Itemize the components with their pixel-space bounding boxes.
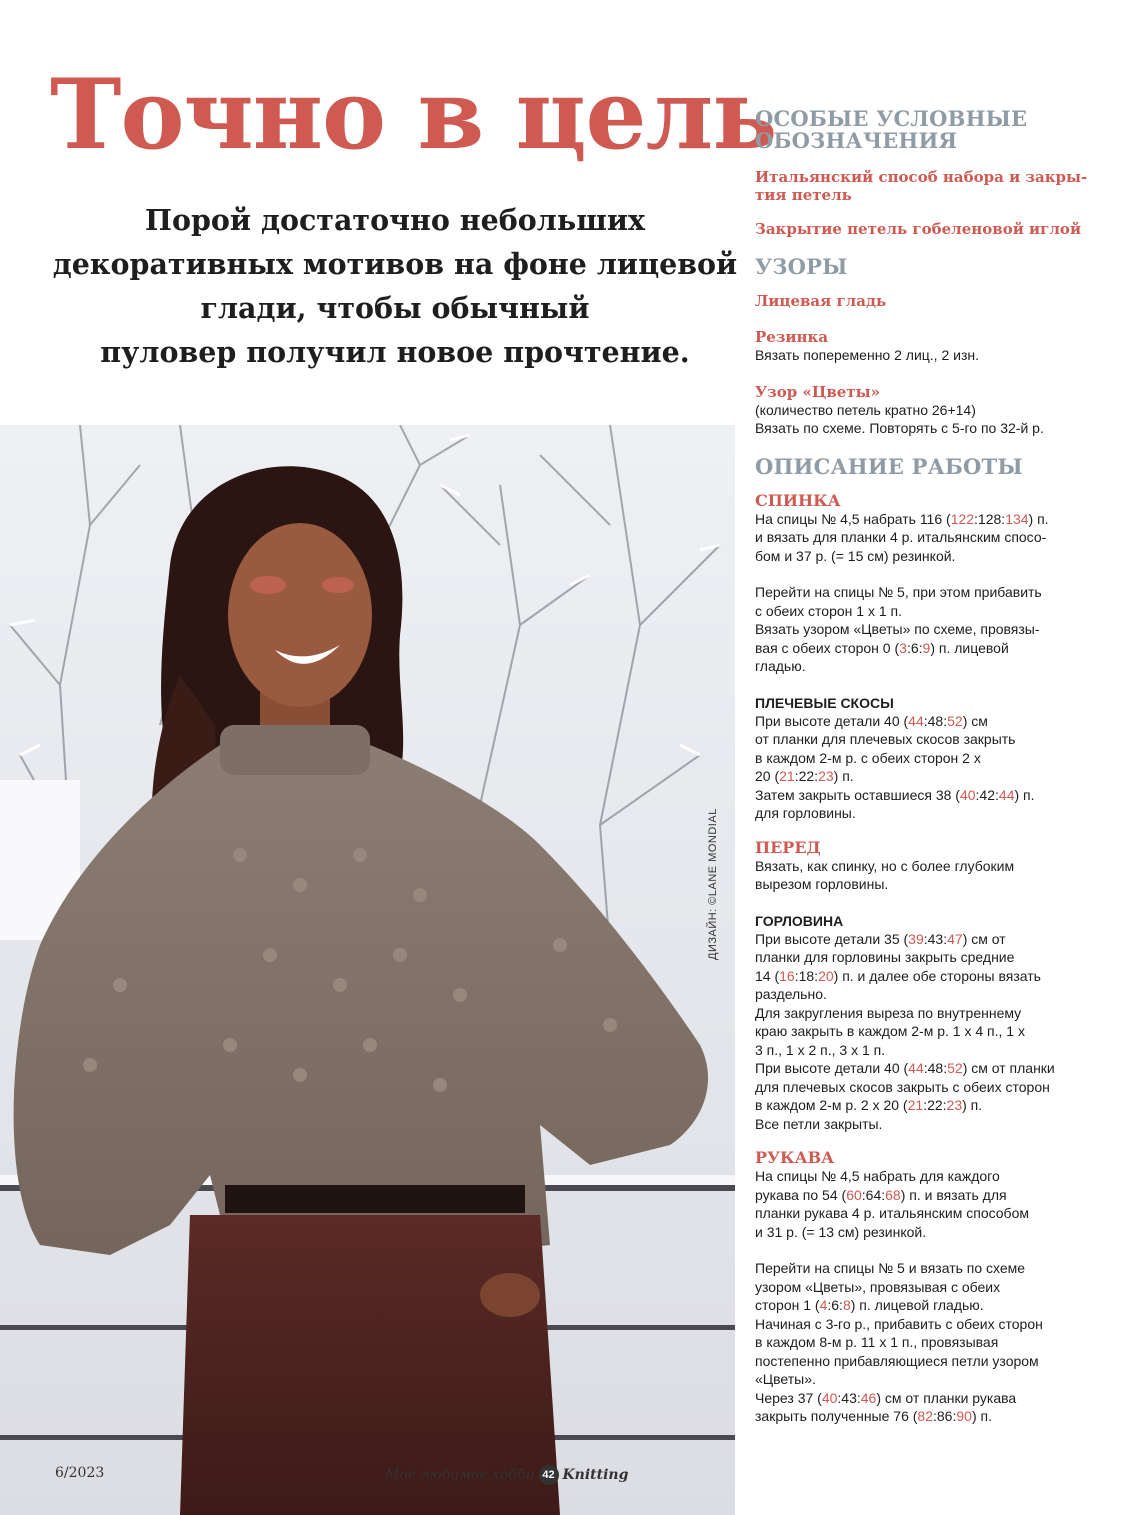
back-text: На спицы № 4,5 набрать 116 (122:128:134) п. и вязать для планки 4 р. итальянским спосо- бом и 37 р. (= 15 см) резинкой. bbox=[755, 510, 1049, 564]
magazine-brand: Knitting bbox=[562, 1467, 629, 1483]
lead-line: пуловер получил новое прочтение. bbox=[100, 335, 690, 369]
special-item: Итальянский способ набора и закры- тия петель bbox=[755, 168, 1088, 204]
pattern-flowers-title: Узор «Цветы» bbox=[755, 382, 881, 401]
magazine-footer bbox=[385, 1465, 628, 1485]
front-text: Вязать, как спинку, но с более глубоким вырезом горловины. bbox=[755, 857, 1015, 892]
sleeves-title: РУКАВА bbox=[755, 1148, 835, 1167]
pattern-flowers-text: Вязать по схеме. Повторять с 5-го по 32-й р. bbox=[755, 420, 1044, 436]
patterns-heading: УЗОРЫ bbox=[755, 254, 848, 279]
issue-number: 6/2023 bbox=[55, 1465, 105, 1481]
photo-credit: ДИЗАЙН: ©LANE MONDIAL bbox=[707, 808, 719, 960]
work-heading: ОПИСАНИЕ РАБОТЫ bbox=[755, 453, 1023, 479]
pattern-flowers-text: (количество петель кратно 26+14) bbox=[755, 401, 976, 418]
photo-illustration bbox=[0, 425, 735, 1515]
shoulders-text: При высоте детали 40 (44:48:52) см от планки для плечевых скосов закрыть в каждом 2-м р. с обеих сторон 2 х 20 (21:22:23) п. Затем закрыть оставшиеся 38 (40:42:44) п. для горловины. bbox=[755, 712, 1035, 821]
sleeves-text: Перейти на спицы № 5 и вязать по схеме узором «Цветы», провязывая с обеих сторон 1 (4:6:8) п. лицевой гладью. Начиная с 3-го р., прибавить с обеих сторон в каждом 8-м р. 11 х 1 п., провязывая постепенно прибавляющиеся петли узором «Цветы». Через 37 (40:43:46) см от планки рукава закрыть полученные 76 (82:86:90) п. bbox=[755, 1260, 1043, 1424]
sweater-photo bbox=[0, 425, 735, 1515]
neck-text: При высоте детали 35 (39:43:47) см от планки для горловины закрыть средние 14 (16:18:20) п. и далее обе стороны вязать раздельно. Для закругления выреза по внутреннему краю закрыть в каждом 2-м р. 1 х 4 п., 1 х 3 п., 1 х 2 п., 3 х 1 п. При высоте детали 40 (44:48:52) см от планки для плечевых скосов закрыть с обеих сторон в каждом 2-м р. 2 х 20 (21:22:23) п. Все петли закрыты. bbox=[755, 930, 1055, 1132]
page-number: 42 bbox=[539, 1465, 559, 1485]
lead-line: Порой достаточно небольших bbox=[145, 203, 645, 237]
neck-title: ГОРЛОВИНА bbox=[755, 912, 844, 929]
sleeves-text: На спицы № 4,5 набрать для каждого рукава по 54 (60:64:68) п. и вязать для планки рукава 4 р. итальянским способом и 31 р. (= 13 см) резинкой. bbox=[755, 1168, 1029, 1240]
article-lead bbox=[40, 198, 750, 374]
pattern-rib-text: Вязать попеременно 2 лиц., 2 изн. bbox=[755, 347, 979, 363]
article-title: Точно в цель bbox=[50, 58, 777, 171]
back-text: Перейти на спицы № 5, при этом прибавить с обеих сторон 1 х 1 п. Вязать узором «Цветы» по схеме, провязы- вая с обеих сторон 0 (3:6:9) п. лицевой гладью. bbox=[755, 584, 1042, 674]
lead-line: глади, чтобы обычный bbox=[200, 291, 590, 325]
special-heading: ОСОБЫЕ УСЛОВНЫЕ ОБОЗНАЧЕНИЯ bbox=[755, 106, 1028, 153]
lead-line: декоративных мотивов на фоне лицевой bbox=[52, 247, 738, 281]
shoulders-title: ПЛЕЧЕВЫЕ СКОСЫ bbox=[755, 694, 894, 711]
magazine-name: Моё любимое хобби bbox=[385, 1467, 535, 1483]
pattern-stockinette: Лицевая гладь bbox=[755, 292, 887, 310]
pattern-rib-title: Резинка bbox=[755, 328, 829, 346]
special-item: Закрытие петель гобеленовой иглой bbox=[755, 220, 1082, 238]
back-title: СПИНКА bbox=[755, 490, 841, 510]
front-title: ПЕРЕД bbox=[755, 837, 821, 857]
instructions-column bbox=[755, 108, 1100, 1426]
